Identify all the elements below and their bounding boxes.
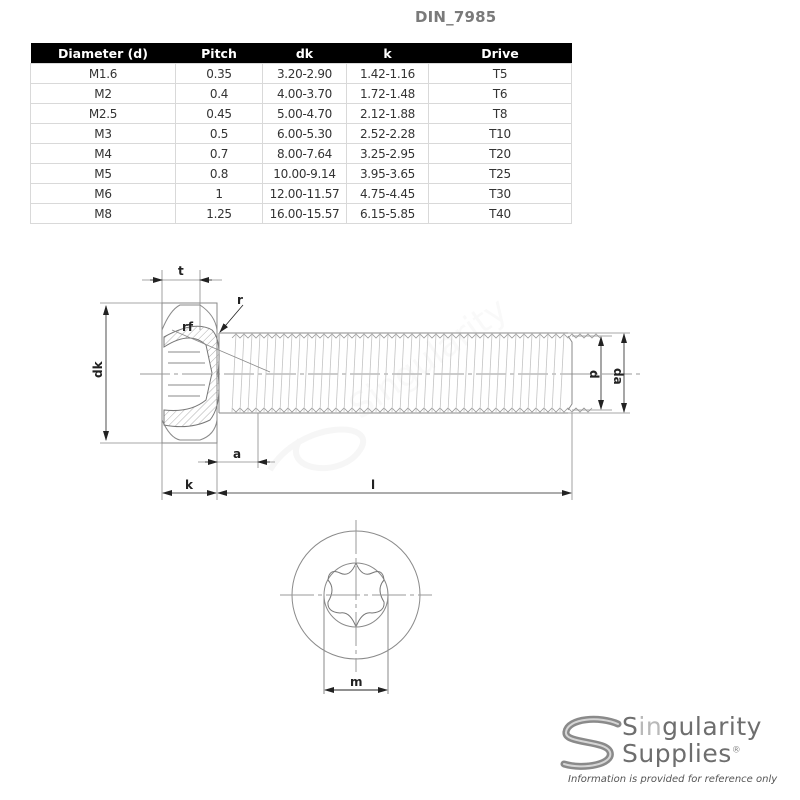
cell-dk: 6.00-5.30 bbox=[263, 124, 347, 144]
cell-diameter: M2 bbox=[31, 84, 176, 104]
cell-diameter: M6 bbox=[31, 184, 176, 204]
cell-diameter: M8 bbox=[31, 204, 176, 224]
cell-dk: 5.00-4.70 bbox=[263, 104, 347, 124]
cell-dk: 4.00-3.70 bbox=[263, 84, 347, 104]
header-drive: Drive bbox=[429, 43, 572, 64]
cell-pitch: 0.8 bbox=[176, 164, 263, 184]
cell-pitch: 0.45 bbox=[176, 104, 263, 124]
label-dk: dk bbox=[91, 361, 105, 378]
top-view bbox=[280, 520, 432, 694]
logo-swoosh-icon bbox=[560, 714, 624, 774]
cell-pitch: 0.5 bbox=[176, 124, 263, 144]
logo-text-line2: Supplies® bbox=[622, 739, 742, 768]
cell-pitch: 0.35 bbox=[176, 64, 263, 84]
logo-text-line1: Singularity bbox=[622, 712, 762, 741]
cell-k: 1.72-1.48 bbox=[347, 84, 429, 104]
label-t: t bbox=[178, 264, 184, 278]
label-da: da bbox=[611, 368, 625, 385]
cell-diameter: M1.6 bbox=[31, 64, 176, 84]
cell-drive: T10 bbox=[429, 124, 572, 144]
cell-diameter: M5 bbox=[31, 164, 176, 184]
header-pitch: Pitch bbox=[176, 43, 263, 64]
label-m: m bbox=[350, 675, 363, 689]
cell-k: 4.75-4.45 bbox=[347, 184, 429, 204]
cell-drive: T30 bbox=[429, 184, 572, 204]
cell-k: 3.95-3.65 bbox=[347, 164, 429, 184]
label-a: a bbox=[233, 447, 242, 461]
label-l: l bbox=[371, 478, 376, 492]
cell-k: 6.15-5.85 bbox=[347, 204, 429, 224]
cell-k: 3.25-2.95 bbox=[347, 144, 429, 164]
cell-dk: 3.20-2.90 bbox=[263, 64, 347, 84]
cell-drive: T6 bbox=[429, 84, 572, 104]
cell-drive: T5 bbox=[429, 64, 572, 84]
cell-drive: T40 bbox=[429, 204, 572, 224]
cell-drive: T25 bbox=[429, 164, 572, 184]
page-title: DIN_7985 bbox=[415, 8, 497, 26]
cell-diameter: M3 bbox=[31, 124, 176, 144]
cell-drive: T20 bbox=[429, 144, 572, 164]
cell-k: 2.12-1.88 bbox=[347, 104, 429, 124]
header-k: k bbox=[347, 43, 429, 64]
header-dk: dk bbox=[263, 43, 347, 64]
cell-pitch: 1 bbox=[176, 184, 263, 204]
label-rf: rf bbox=[182, 320, 194, 334]
cell-dk: 16.00-15.57 bbox=[263, 204, 347, 224]
cell-dk: 12.00-11.57 bbox=[263, 184, 347, 204]
label-d: d bbox=[587, 370, 601, 379]
cell-k: 1.42-1.16 bbox=[347, 64, 429, 84]
cell-pitch: 0.7 bbox=[176, 144, 263, 164]
cell-dk: 8.00-7.64 bbox=[263, 144, 347, 164]
cell-diameter: M2.5 bbox=[31, 104, 176, 124]
cell-k: 2.52-2.28 bbox=[347, 124, 429, 144]
cell-drive: T8 bbox=[429, 104, 572, 124]
cell-diameter: M4 bbox=[31, 144, 176, 164]
header-diameter: Diameter (d) bbox=[31, 43, 176, 64]
watermark-logo bbox=[270, 290, 515, 470]
cell-pitch: 1.25 bbox=[176, 204, 263, 224]
label-k: k bbox=[185, 478, 193, 492]
disclaimer-note: Information is provided for reference only bbox=[568, 774, 778, 785]
label-r: r bbox=[237, 293, 243, 307]
svg-text:Singularity: Singularity bbox=[342, 289, 515, 428]
company-logo bbox=[560, 712, 800, 797]
cell-pitch: 0.4 bbox=[176, 84, 263, 104]
cell-dk: 10.00-9.14 bbox=[263, 164, 347, 184]
